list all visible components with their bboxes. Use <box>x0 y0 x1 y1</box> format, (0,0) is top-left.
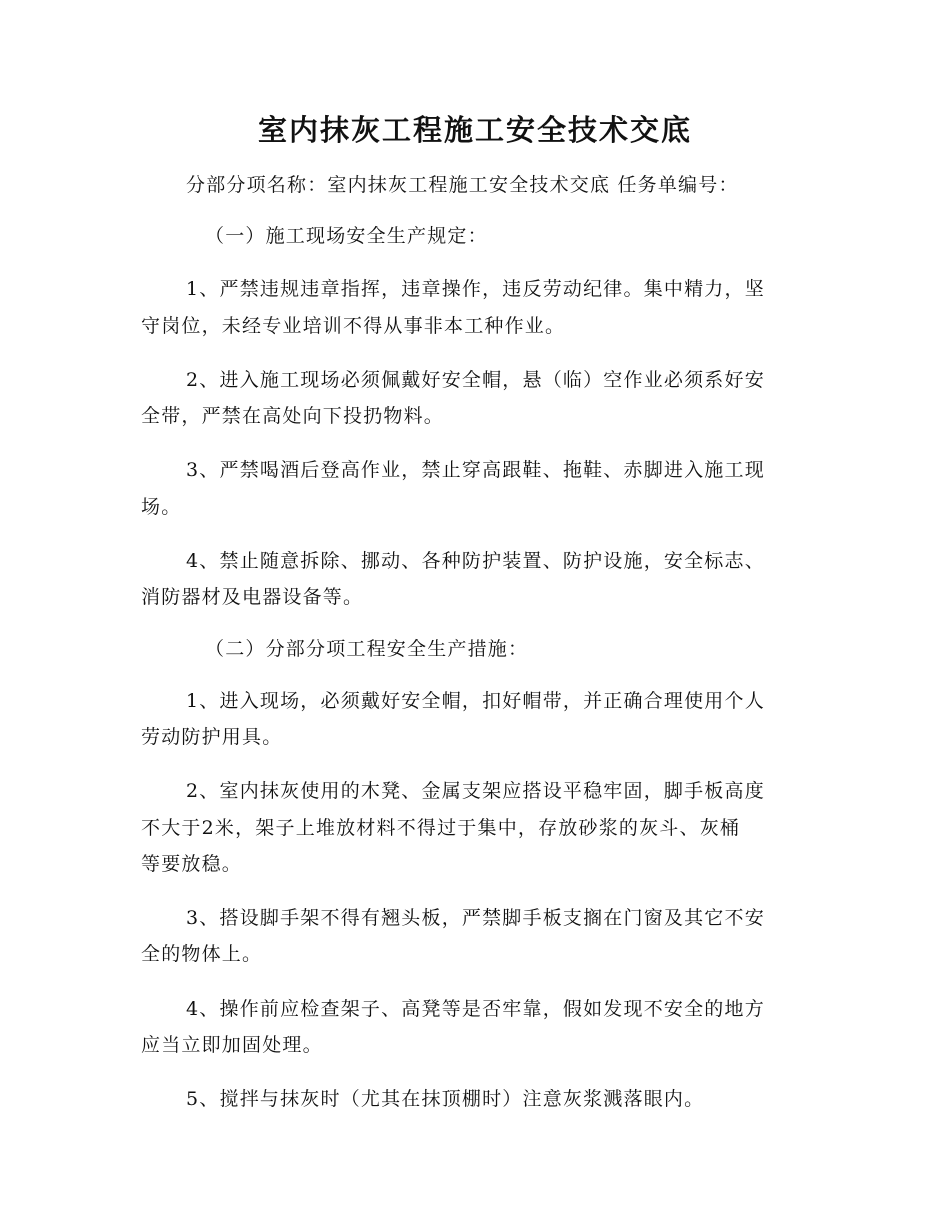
paragraph-line: 等要放稳。 <box>141 853 243 875</box>
meta-line: 分部分项名称：室内抹灰工程施工安全技术交底 任务单编号： <box>186 174 739 196</box>
paragraph-line: 劳动防护用具。 <box>141 726 283 748</box>
paragraph-line: 全的物体上。 <box>141 943 263 965</box>
paragraph-line: 4、操作前应检查架子、高凳等是否牢靠，假如发现不安全的地方 <box>186 998 765 1020</box>
paragraph-line: 守岗位，未经专业培训不得从事非本工种作业。 <box>141 315 566 337</box>
paragraph-line: 不大于2米，架子上堆放材料不得过于集中，存放砂浆的灰斗、灰桶 <box>141 817 741 839</box>
paragraph-line: 2、进入施工现场必须佩戴好安全帽，悬（临）空作业必须系好安 <box>186 369 765 391</box>
paragraph-line: 1、严禁违规违章指挥，违章操作，违反劳动纪律。集中精力，坚 <box>186 278 765 300</box>
paragraph-line: 5、搅拌与抹灰时（尤其在抹顶棚时）注意灰浆溅落眼内。 <box>186 1088 705 1110</box>
paragraph-line: 3、搭设脚手架不得有翘头板，严禁脚手板支搁在门窗及其它不安 <box>186 907 765 929</box>
paragraph-line: 1、进入现场，必须戴好安全帽，扣好帽带，并正确合理使用个人 <box>186 690 765 712</box>
paragraph-line: 4、禁止随意拆除、挪动、各种防护装置、防护设施，安全标志、 <box>186 550 765 572</box>
paragraph-line: 场。 <box>141 496 182 518</box>
section-heading: （二）分部分项工程安全生产措施： <box>205 638 529 660</box>
document-title: 室内抹灰工程施工安全技术交底 <box>257 113 692 147</box>
paragraph-line: 全带，严禁在高处向下投扔物料。 <box>141 405 445 427</box>
paragraph-line: 3、严禁喝酒后登高作业，禁止穿高跟鞋、拖鞋、赤脚进入施工现 <box>186 459 765 481</box>
paragraph-line: 2、室内抹灰使用的木凳、金属支架应搭设平稳牢固，脚手板高度 <box>186 780 765 802</box>
paragraph-line: 应当立即加固处理。 <box>141 1034 323 1056</box>
section-heading: （一）施工现场安全生产规定： <box>205 225 488 247</box>
paragraph-line: 消防器材及电器设备等。 <box>141 586 364 608</box>
